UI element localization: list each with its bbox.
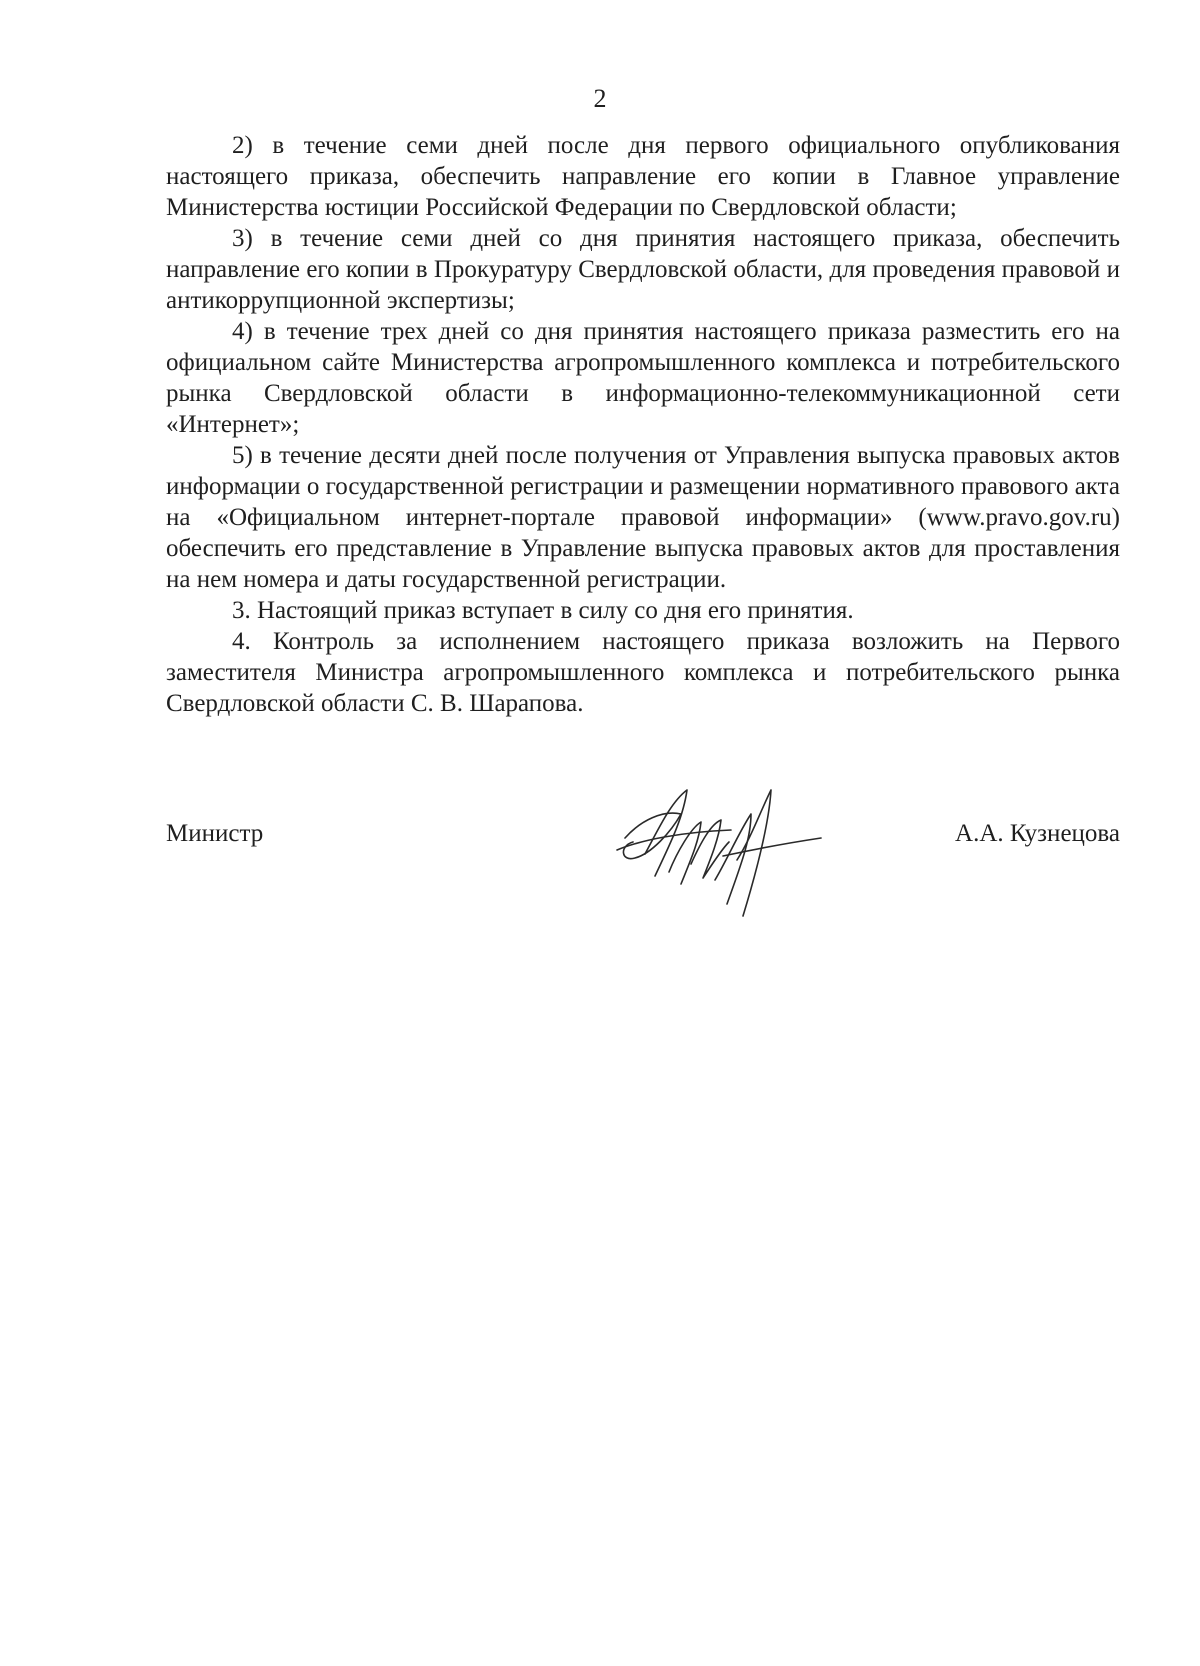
paragraph-clause-4: 4. Контроль за исполнением настоящего приказа возложить на Первого заместителя Министра агропромышленного комплекса и потребительского рынка Свердловской области С. В. Шарапова. bbox=[166, 628, 1120, 717]
paragraph-clause-3: 3. Настоящий приказ вступает в силу со дня его принятия. bbox=[232, 597, 854, 624]
handwritten-signature bbox=[611, 780, 831, 920]
signature-block bbox=[166, 780, 1120, 920]
signer-name: А.А. Кузнецова bbox=[955, 820, 1120, 847]
paragraph-item-4: 4) в течение трех дней со дня принятия настоящего приказа разместить его на официальном сайте Министерства агропромышленного комплекса и потребительского рынка Свердловской области в информационно-телекоммуникационной сети «Интернет»; bbox=[166, 318, 1120, 438]
paragraph-item-2: 2) в течение семи дней после дня первого официального опубликования настоящего приказа, обеспечить направление его копии в Главное управление Министерства юстиции Российской Федерации по Свердловской области; bbox=[166, 132, 1120, 221]
page-number: 2 bbox=[593, 84, 607, 113]
document-body bbox=[166, 130, 1120, 719]
paragraph-item-3: 3) в течение семи дней со дня принятия настоящего приказа, обеспечить направление его копии в Прокуратуру Свердловской области, для проведения правовой и антикоррупционной экспертизы; bbox=[166, 225, 1120, 314]
paragraph-item-5: 5) в течение десяти дней после получения от Управления выпуска правовых актов информации о государственной регистрации и размещении нормативного правового акта на «Официальном интернет-портале правовой информации» (www.pravo.gov.ru) обеспечить его представление в Управление выпуска правовых актов для проставления на нем номера и даты государственной регистрации. bbox=[166, 442, 1120, 593]
position-title: Министр bbox=[166, 820, 264, 847]
